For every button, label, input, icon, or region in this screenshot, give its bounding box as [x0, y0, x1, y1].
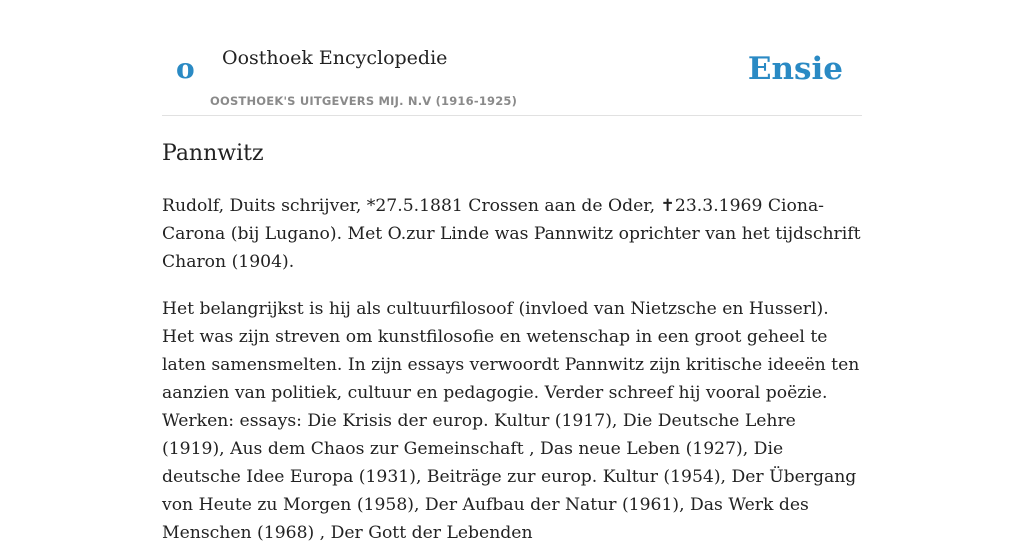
- logo-icon[interactable]: o: [176, 52, 195, 85]
- ensie-brand-link[interactable]: Ensie: [747, 51, 843, 87]
- page-title: Pannwitz: [162, 141, 264, 166]
- entry-paragraph-2: Het belangrijkst is hij als cultuurfilosoof (invloed van Nietzsche en Husserl). Het was zijn streven om kunstfilosofie en wetenschap in een groot geheel te laten samensmelten. In zijn essays verwoordt Pannwitz zijn kritische ideeën ten aanzien van politiek, cultuur en pedagogie. Verder schreef hij vooral poëzie. Werken: essays: Die Krisis der europ. Kultur (1917), Die Deutsche Lehre (1919), Aus dem Chaos zur Gemeinschaft , Das neue Leben (1927), Die deutsche Idee Europa (1931), Beiträge zur europ. Kultur (1954), Der Übergang von Heute zu Morgen (1958), Der Aufbau der Natur (1961), Das Werk des Menschen (1968) , Der Gott der Lebenden: [162, 299, 860, 543]
- entry-paragraph-1: Rudolf, Duits schrijver, *27.5.1881 Crossen aan de Oder, ✝23.3.1969 Ciona-Carona (bij Lugano). Met O.zur Linde was Pannwitz oprichter van het tijdschrift Charon (1904).: [162, 196, 861, 272]
- site-header: [162, 0, 862, 116]
- site-title-link[interactable]: Oosthoek Encyclopedie: [222, 47, 448, 69]
- publisher-label: OOSTHOEK'S UITGEVERS MIJ. N.V (1916-1925): [210, 94, 518, 108]
- page-container: [162, 0, 862, 543]
